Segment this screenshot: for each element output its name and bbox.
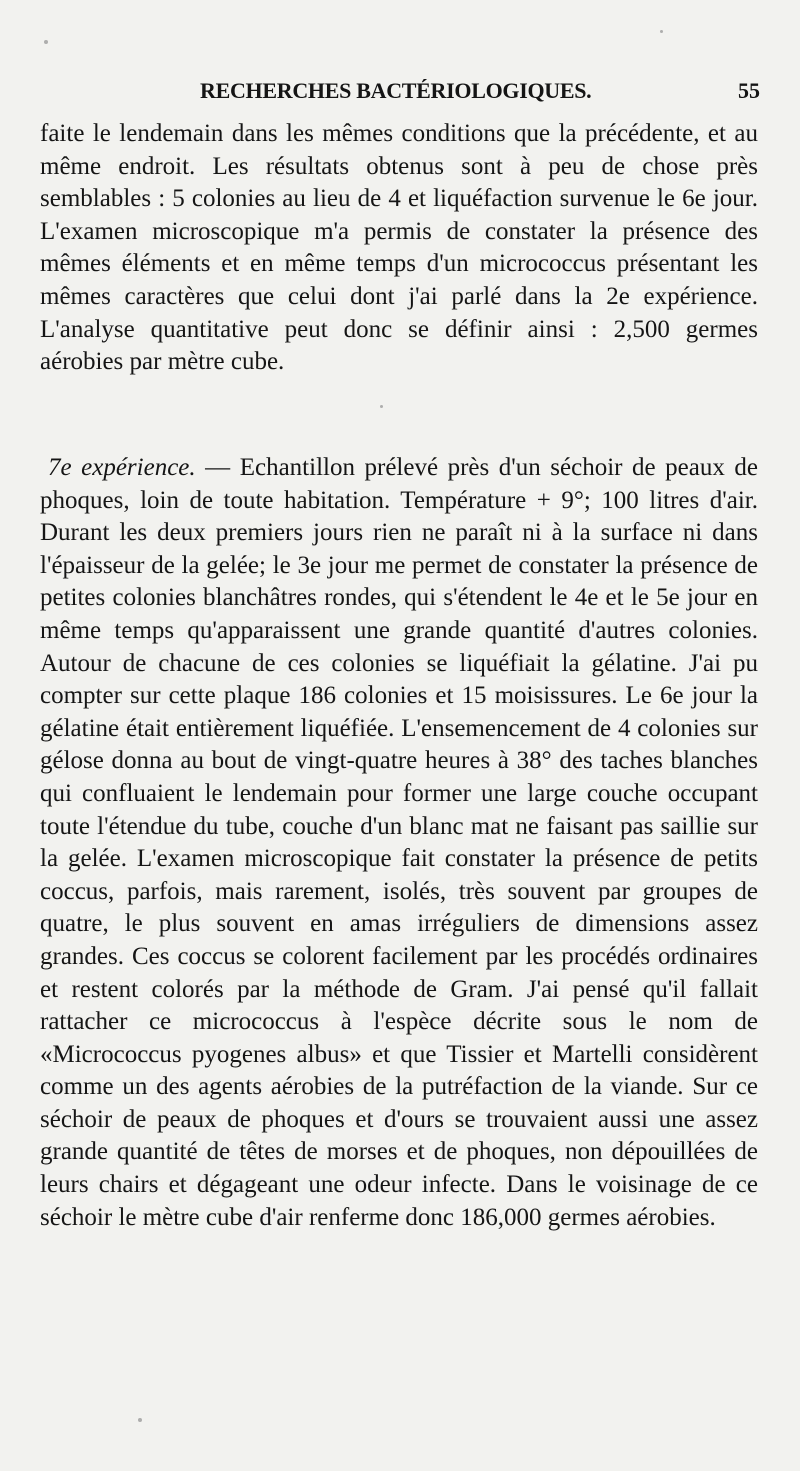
page-header	[0, 76, 800, 110]
paragraph-experiment-7	[40, 452, 758, 1234]
paragraph-continuation	[40, 118, 758, 379]
paper-speck	[138, 1418, 142, 1422]
running-title: RECHERCHES BACTÉRIOLOGIQUES.	[200, 78, 592, 103]
paper-speck	[660, 30, 663, 33]
page-number: 55	[738, 78, 760, 103]
experiment-label: 7e expérience.	[48, 454, 196, 481]
paper-speck	[380, 405, 383, 408]
paragraph-text: — Echantillon prélevé près d'un séchoir de peaux de phoques, loin de toute habitation. Température + 9°; 100 litres d'air. Durant les deux premiers jours rien ne paraît ni à la surface ni dans l'épaisseur de la gelée; le 3e jour me permet de constater la présence de petites colonies blanchâtres rondes, qui s'étendent le 4e et le 5e jour en même temps qu'apparaissent une grande quantité d'autres colonies. Autour de chacune de ces colonies se liquéfiait la gélatine. J'ai pu compter sur cette plaque 186 colonies et 15 moisissures. Le 6e jour la gélatine était entièrement liquéfiée. L'ensemencement de 4 colonies sur gélose donna au bout de vingt-quatre heures à 38° des taches blanches qui confluaient le lendemain pour former une large couche occupant toute l'étendue du tube, couche d'un blanc mat ne faisant pas saillie sur la gelée. L'examen microscopique fait constater la présence de petits coccus, parfois, mais rarement, isolés, très souvent par groupes de quatre, le plus souvent en amas irréguliers de dimensions assez grandes. Ces coccus se colorent facilement par les procédés ordinaires et restent colorés par la méthode de Gram. J'ai pensé qu'il fallait rattacher ce micrococcus à l'espèce décrite sous le nom de «Micrococcus pyogenes albus» et que Tissier et Martelli considèrent comme un des agents aérobies de la putréfaction de la viande. Sur ce séchoir de peaux de phoques et d'ours se trouvaient aussi une assez grande quantité de têtes de morses et de phoques, non dépouillées de leurs chairs et dégageant une odeur infecte. Dans le voisinage de ce séchoir le mètre cube d'air renferme donc 186,000 germes aérobies.	[40, 454, 758, 1231]
paper-speck	[44, 40, 48, 44]
paragraph-text: faite le lendemain dans les mêmes conditions que la précédente, et au même endroit. Les résultats obtenus sont à peu de chose près semblables : 5 colonies au lieu de 4 et liquéfaction survenue le 6e jour. L'examen microscopique m'a permis de constater la présence des mêmes éléments et en même temps d'un micrococcus présentant les mêmes caractères que celui dont j'ai parlé dans la 2e expérience. L'analyse quantitative peut donc se définir ainsi : 2,500 germes aérobies par mètre cube.	[40, 120, 758, 376]
